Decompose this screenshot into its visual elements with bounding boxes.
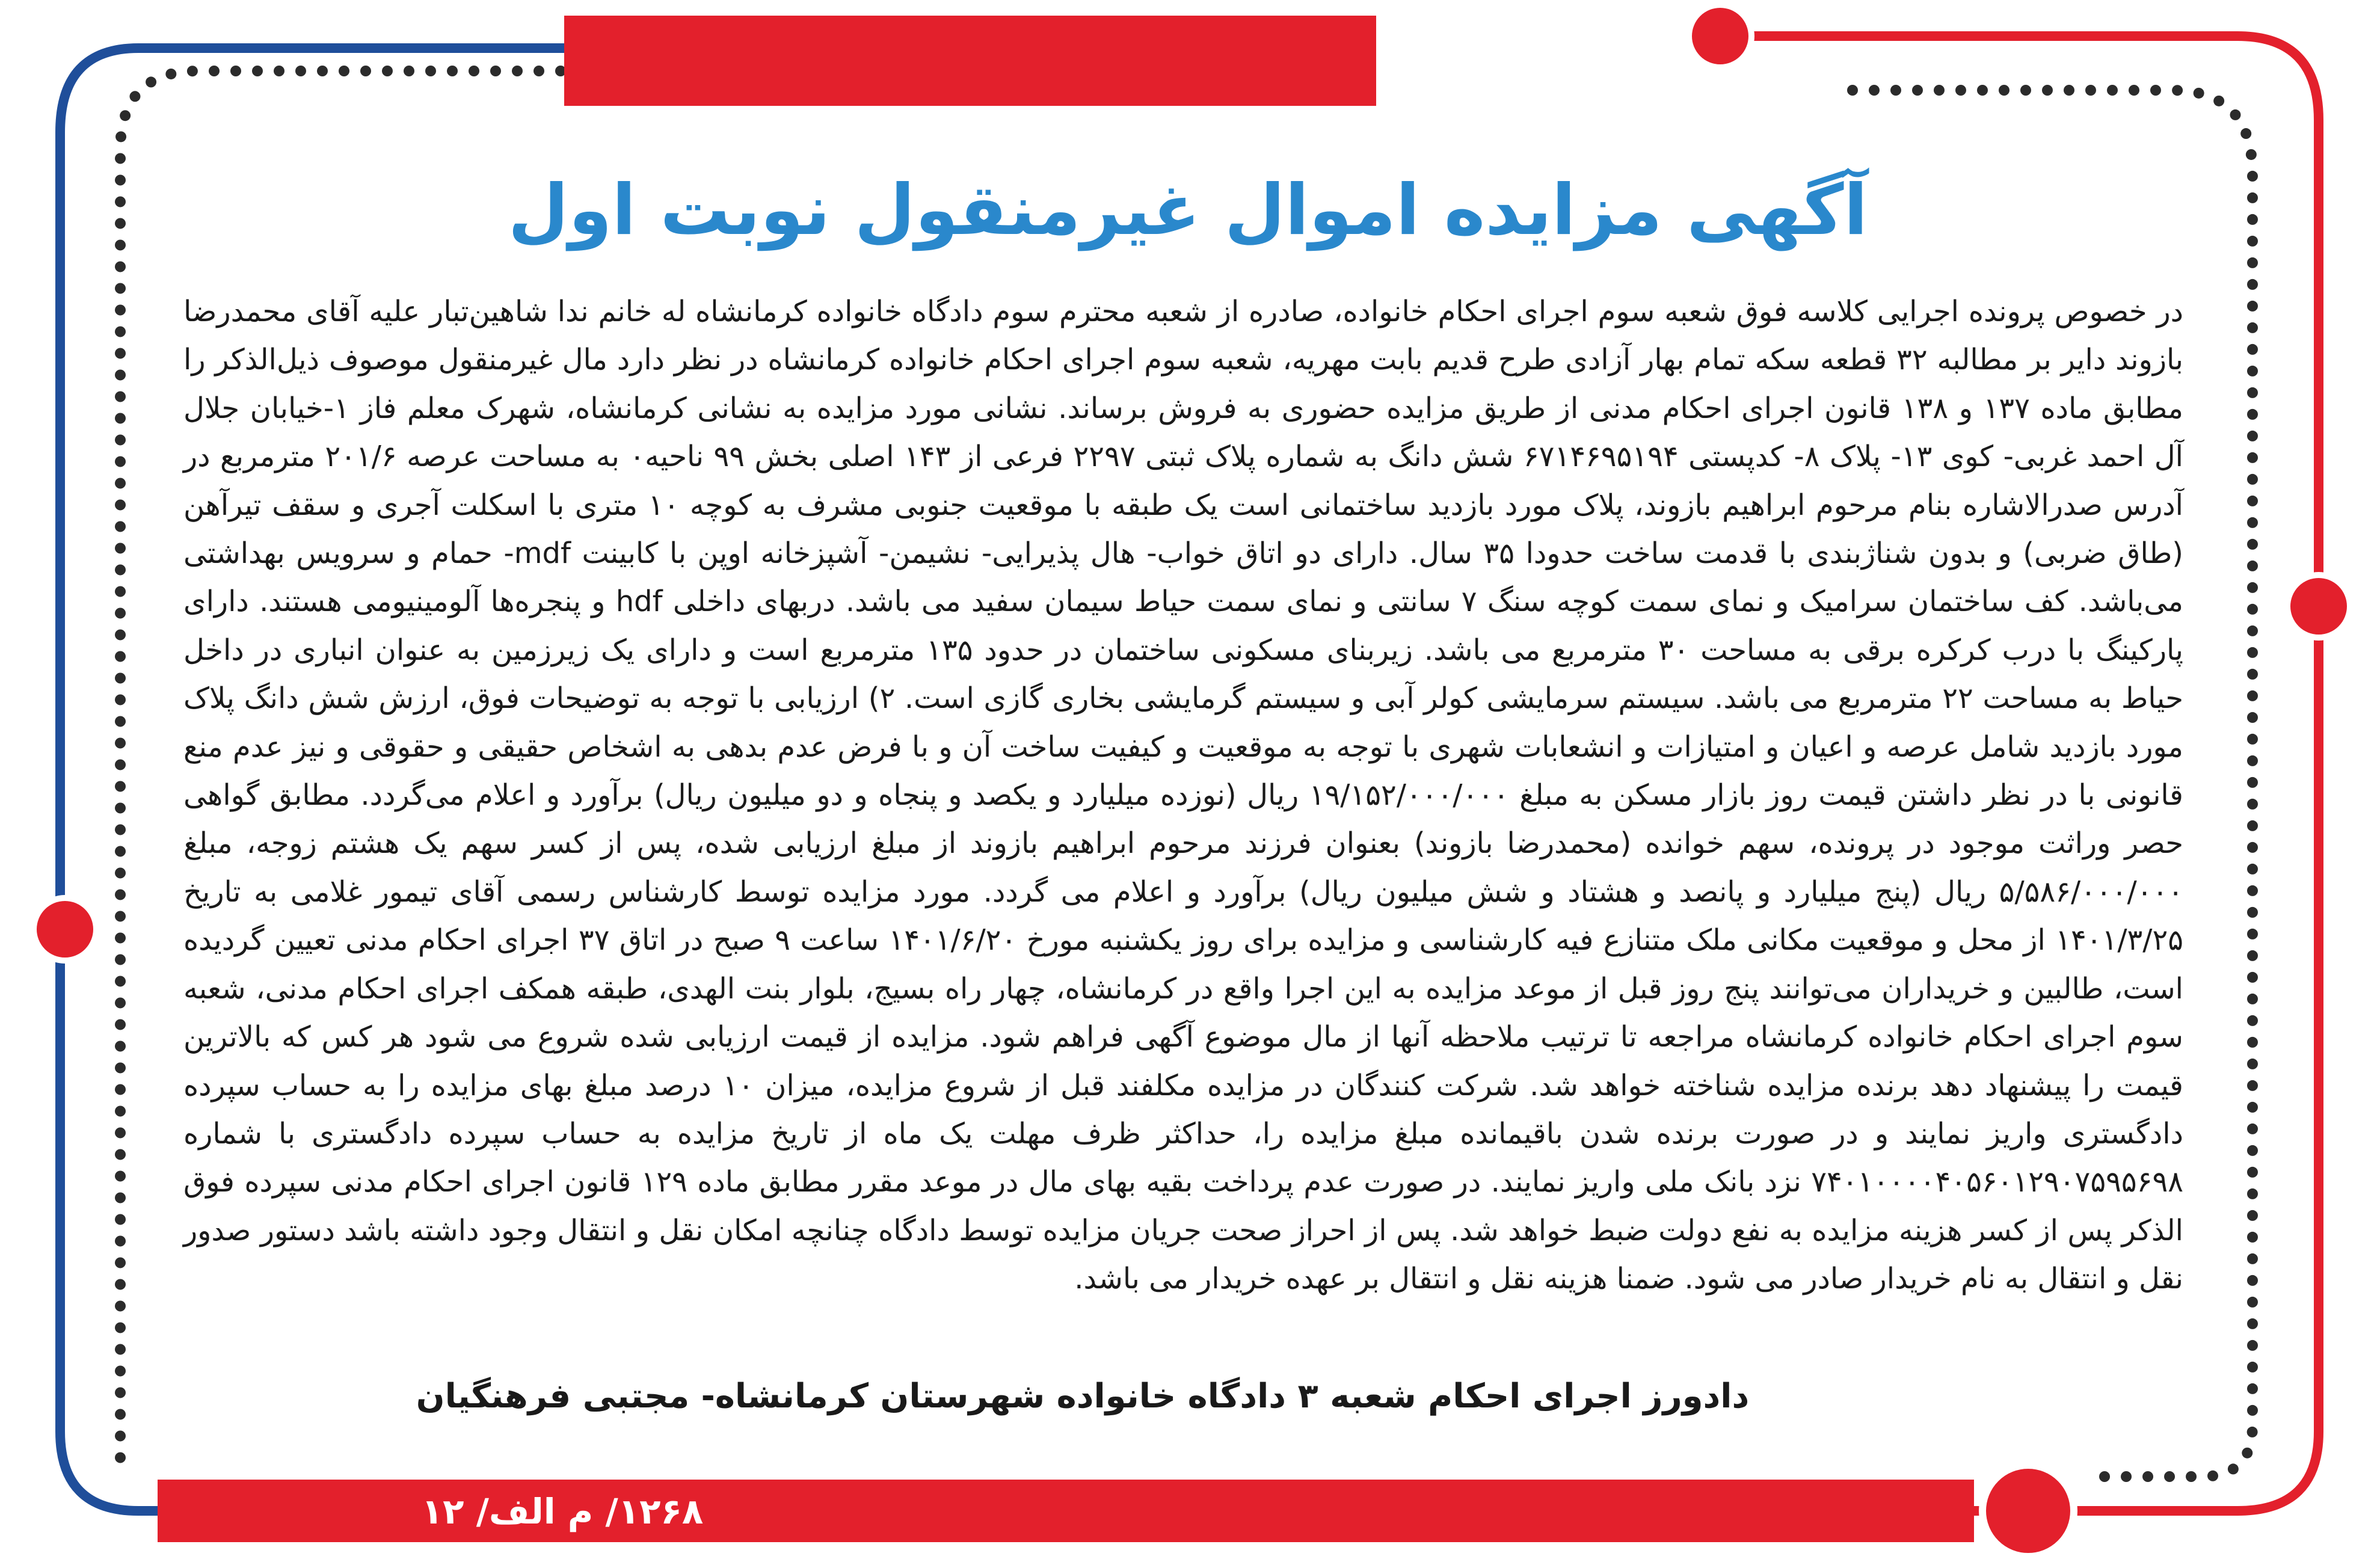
corner-circle-left (34, 898, 96, 961)
notice-signature: دادورز اجرای احکام شعبه ۳ دادگاه خانواده شهرستان کرمانشاه- مجتبی فرهنگیان (416, 1377, 1750, 1416)
corner-circle-top (1689, 5, 1751, 67)
notice-body: در خصوص پرونده اجرایی کلاسه فوق شعبه سوم اجرای احکام خانواده، صادره از شعبه محترم سوم دادگاه خانواده کرمانشاه له خانم ندا شاهین‌تبار علیه آقای محمدرضا بازوند دایر بر مطالبه ۳۲ قطعه سکه تمام بهار آزادی طرح قدیم بابت مهریه، شعبه سوم اجرای احکام خانواده کرمانشاه در نظر دارد مال غیرمنقول موصوف ذیل‌الذکر را مطابق ماده ۱۳۷ و ۱۳۸ قانون اجرای احکام مدنی از طریق مزایده حضوری به فروش برساند. نشانی مورد مزایده به نشانی کرمانشاه، شهرک معلم فاز ۱-خیابان جلال آل احمد غربی- کوی ۱۳- پلاک ۸- کدپستی ۶۷۱۴۶۹۵۱۹۴ شش دانگ به شماره پلاک ثبتی ۲۲۹۷ فرعی از ۱۴۳ اصلی بخش ۹۹ ناحیه۰ به مساحت عرصه ۲۰۱/۶ مترمربع در آدرس صدرالاشاره بنام مرحوم ابراهیم بازوند، پلاک مورد بازدید ساختمانی است یک طبقه با موقعیت جنوبی مشرف به کوچه ۱۰ متری با اسکلت آجری و سقف تیرآهن (طاق ضربی) و بدون شناژبندی با قدمت ساخت حدودا ۳۵ سال. دارای دو اتاق خواب- هال پذیرایی- نشیمن- آشپزخانه اوپن با کابینت mdf- حمام و سرویس بهداشتی می‌باشد. کف ساختمان سرامیک و نمای سمت کوچه سنگ ۷ سانتی و نمای سمت حیاط سیمان سفید می باشد. دربهای داخلی hdf و پنجره‌ها آلومینیومی هستند. دارای پارکینگ با درب کرکره برقی به مساحت ۳۰ مترمربع می باشد. زیربنای مسکونی ساختمان در حدود ۱۳۵ مترمربع است و دارای یک زیرزمین به عنوان انباری در داخل حیاط به مساحت ۲۲ مترمربع می باشد. سیستم سرمایشی کولر آبی و سیستم گرمایشی بخاری گازی است. ۲) ارزیابی با توجه به توضیحات فوق، ارزش شش دانگ پلاک مورد بازدید شامل عرصه و اعیان و امتیازات و انشعابات شهری با توجه به موقعیت و کیفیت ساخت آن و با فرض عدم بدهی به اشخاص حقیقی و حقوقی و نیز عدم منع قانونی با در نظر داشتن قیمت روز بازار مسکن به مبلغ ۱۹/۱۵۲/۰۰۰/۰۰۰ ریال (نوزده میلیارد و یکصد و پنجاه و دو میلیون ریال) برآورد و اعلام می‌گردد. مطابق گواهی حصر وراثت موجود در پرونده، سهم خوانده (محمدرضا بازوند) بعنوان فرزند مرحوم ابراهیم بازوند از مبلغ ارزیابی شده، پس از کسر سهم یک هشتم زوجه، مبلغ ۵/۵۸۶/۰۰۰/۰۰۰ ریال (پنج میلیارد و پانصد و هشتاد و شش میلیون ریال) برآورد و اعلام می گردد. مورد مزایده توسط کارشناس رسمی آقای تیمور غلامی به تاریخ ۱۴۰۱/۳/۲۵ از محل و موقعیت مکانی ملک متنازع فیه کارشناسی و مزایده برای روز یکشنبه مورخ ۱۴۰۱/۶/۲۰ ساعت ۹ صبح در اتاق ۳۷ اجرای احکام مدنی تعیین گردیده است، طالبین و خریداران می‌توانند پنج روز قبل از موعد مزایده به این اجرا واقع در کرمانشاه، چهار راه بسیج، بلوار بنت الهدی، طبقه همکف اجرای احکام مدنی، شعبه سوم اجرای احکام خانواده کرمانشاه مراجعه تا ترتیب ملاحظه آنها از مال موضوع آگهی فراهم شود. مزایده از قیمت ارزیابی شده شروع می شود هر کس که بالاترین قیمت را پیشنهاد دهد برنده مزایده شناخته خواهد شد. شرکت کنندگان در مزایده مکلفند قبل از شروع مزایده، میزان ۱۰ درصد مبلغ بهای مزایده را به حساب سپرده دادگستری واریز نمایند و در صورت برنده شدن باقیمانده مبلغ مزایده را، حداکثر ظرف مهلت یک ماه از تاریخ مزایده به حساب سپرده دادگستری با شماره ۷۴۰۱۰۰۰۰۴۰۵۶۰۱۲۹۰۷۵۹۵۶۹۸ نزد بانک ملی واریز نمایند. در صورت عدم پرداخت بقیه بهای مال در موعد مقرر مطابق ماده ۱۲۹ قانون اجرای احکام مدنی سپرده فوق الذکر پس از کسر هزینه مزایده به نفع دولت ضبط خواهد شد. پس از احراز صحت جریان مزایده توسط دادگاه چنانچه امکان نقل و انتقال وجود داشته باشد دستور صدور نقل و انتقال به نام خریدار صادر می شود. ضمنا هزینه نقل و انتقال بر عهده خریدار می باشد. (183, 295, 2184, 1296)
reference-code: ۱۲۶۸/ م الف/ ۱۲ (421, 1491, 704, 1532)
corner-circle-bottom (1982, 1465, 2074, 1557)
corner-circle-right (2287, 575, 2350, 638)
notice-title: آگهی مزایده اموال غیرمنقول نوبت اول (508, 170, 1868, 251)
top-banner-bar (564, 16, 1376, 106)
